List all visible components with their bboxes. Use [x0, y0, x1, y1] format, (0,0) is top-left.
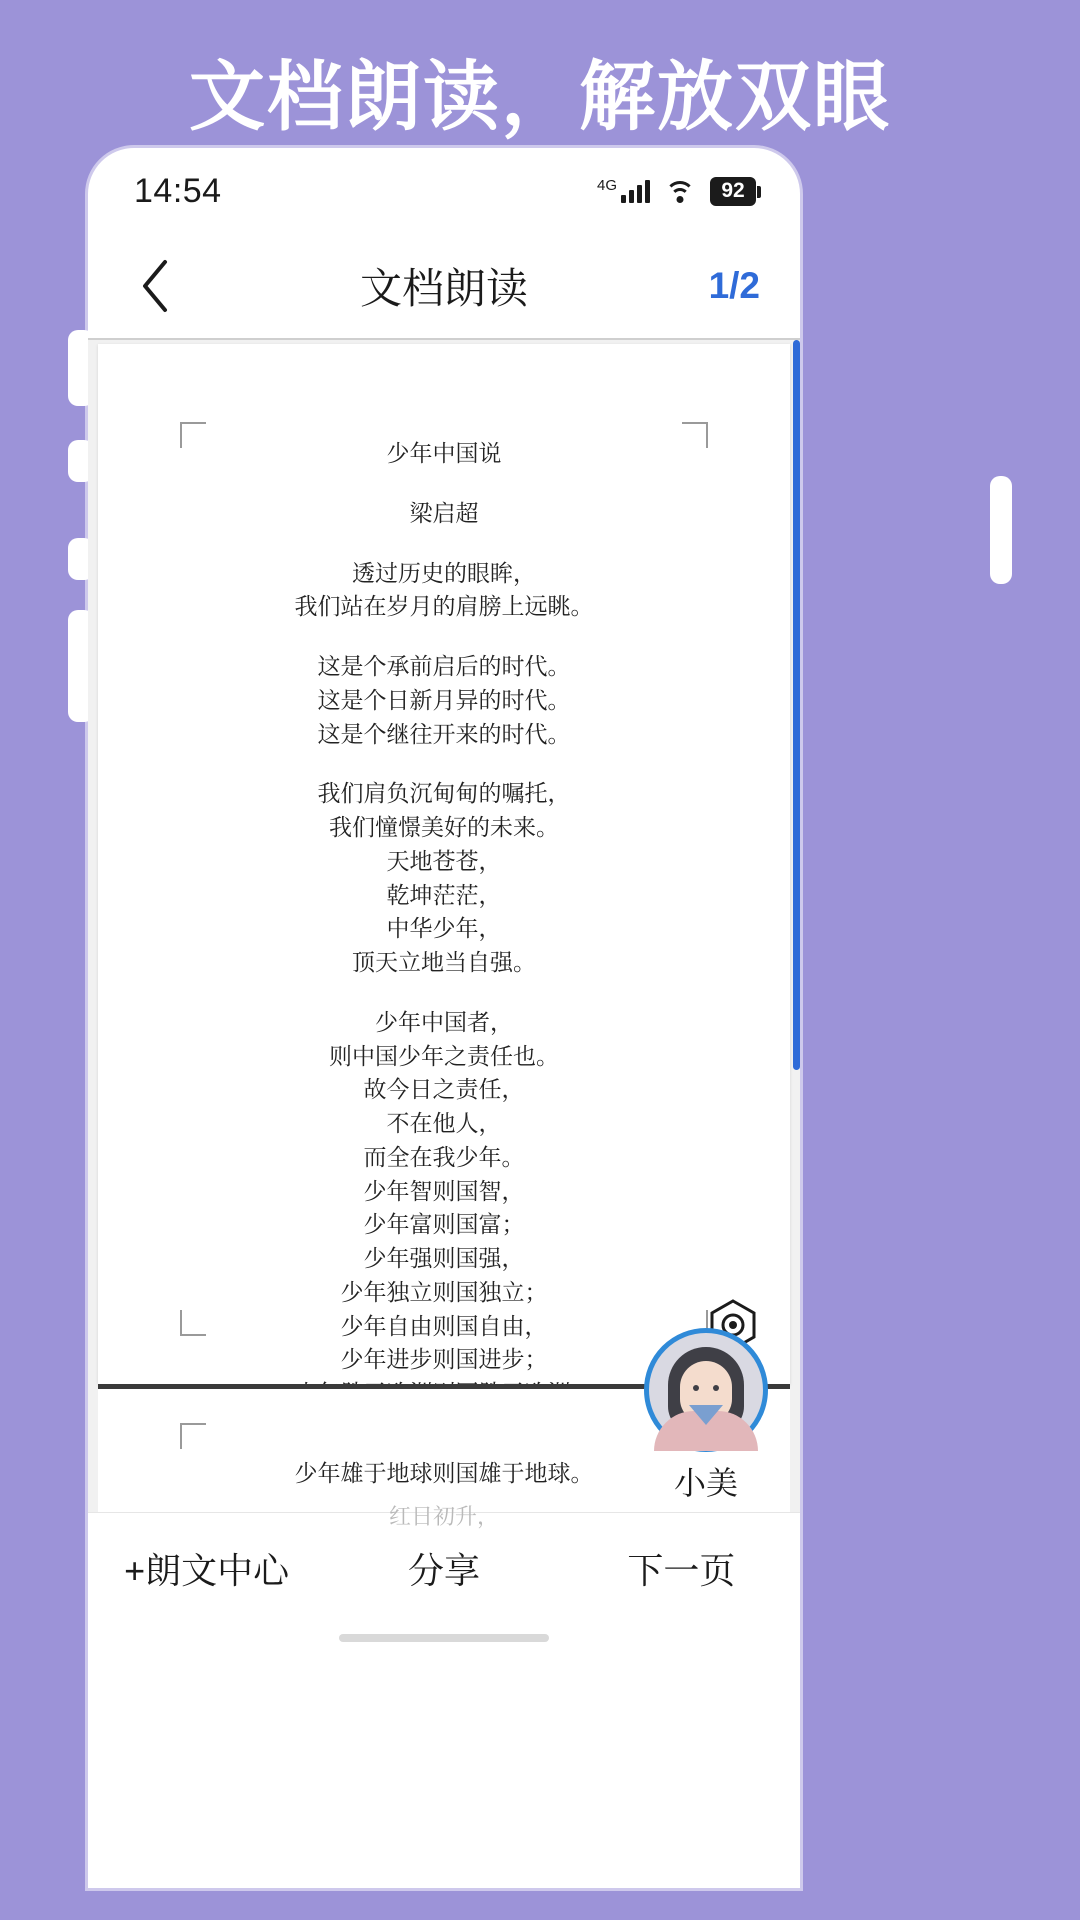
home-indicator-area: [88, 1634, 800, 1670]
document-line: 我们憧憬美好的未来。: [329, 815, 559, 841]
document-line: 梁启超: [409, 500, 479, 527]
document-line: 故今日之责任，: [363, 1077, 525, 1104]
bottom-item-share[interactable]: 分享: [407, 1550, 480, 1591]
voice-avatar-icon[interactable]: [644, 1328, 768, 1452]
document-page-2-partial: 红日初升，: [388, 1505, 499, 1530]
document-line: 少年独立则国独立；: [340, 1279, 548, 1306]
document-line: 少年富则国富；: [363, 1212, 525, 1239]
document-line: 乾坤茫茫，: [386, 882, 502, 909]
document-line: 少年强则国强，: [363, 1246, 525, 1272]
bottom-item-next-page[interactable]: 下一页: [627, 1550, 736, 1591]
signal-icon: [596, 176, 650, 203]
promo-headline: 文档朗读，解放双眼: [189, 52, 891, 141]
document-line: 少年进步则国进步；: [340, 1347, 548, 1374]
document-line: 天地苍苍，: [386, 848, 502, 875]
app-navbar: [88, 234, 800, 338]
voice-avatar[interactable]: [638, 1328, 774, 1504]
document-line: 不在他人，: [386, 1111, 502, 1137]
document-line: 这是个日新月异的时代。: [317, 687, 571, 714]
document-line-spacer: [194, 754, 694, 780]
page-corner-mark: [682, 422, 708, 448]
document-line: 少年自由则国自由，: [340, 1313, 548, 1340]
document-line: 这是个继往开来的时代。: [317, 721, 571, 748]
document-page-2-line: 少年雄于地球则国雄于地球。: [294, 1461, 594, 1487]
network-type-label: 4G: [596, 176, 617, 194]
home-indicator: [339, 1634, 549, 1642]
document-line-spacer: [194, 534, 694, 560]
page-title: 文档朗读: [359, 265, 528, 312]
document-line-spacer: [194, 983, 694, 1009]
bottom-item-wenzhang-center[interactable]: +朗文中心: [124, 1550, 290, 1591]
document-line: 少年中国说: [386, 441, 502, 467]
status-bar: [88, 148, 800, 234]
document-line: 我们肩负沉甸甸的嘱托，: [317, 781, 571, 808]
document-line: 透过历史的眼眸，: [352, 560, 536, 587]
voice-name-label: 小美: [673, 1465, 738, 1501]
scrollbar[interactable]: [793, 340, 800, 1070]
page-corner-mark: [180, 422, 206, 448]
phone-frame: [88, 148, 800, 1888]
document-line: 顶天立地当自强。: [352, 950, 536, 976]
status-icons: [597, 177, 756, 206]
document-line: 我们站在岁月的肩膀上远眺。: [294, 594, 594, 621]
wifi-icon: [664, 179, 696, 203]
chevron-left-icon[interactable]: [128, 259, 182, 313]
document-line: 少年智则国智，: [363, 1178, 525, 1205]
document-page-1[interactable]: [98, 344, 790, 1384]
page-corner-mark: [180, 1310, 206, 1336]
document-line: 少年中国者，: [375, 1009, 513, 1036]
document-line: 这是个承前启后的时代。: [317, 654, 571, 680]
document-line-spacer: [194, 627, 694, 653]
battery-badge: 92: [710, 177, 756, 206]
phone-side-nub-right: [990, 476, 1012, 584]
document-viewer[interactable]: [88, 338, 800, 1530]
document-line-spacer: [194, 474, 694, 500]
status-clock: 14:54: [134, 171, 222, 210]
document-text: [98, 344, 790, 1409]
page-corner-mark: [180, 1423, 206, 1449]
page-indicator[interactable]: 1/2: [708, 265, 760, 306]
document-line: 而全在我少年。: [363, 1144, 525, 1171]
document-line: 中华少年，: [386, 916, 502, 943]
document-line: 则中国少年之责任也。: [329, 1043, 559, 1070]
